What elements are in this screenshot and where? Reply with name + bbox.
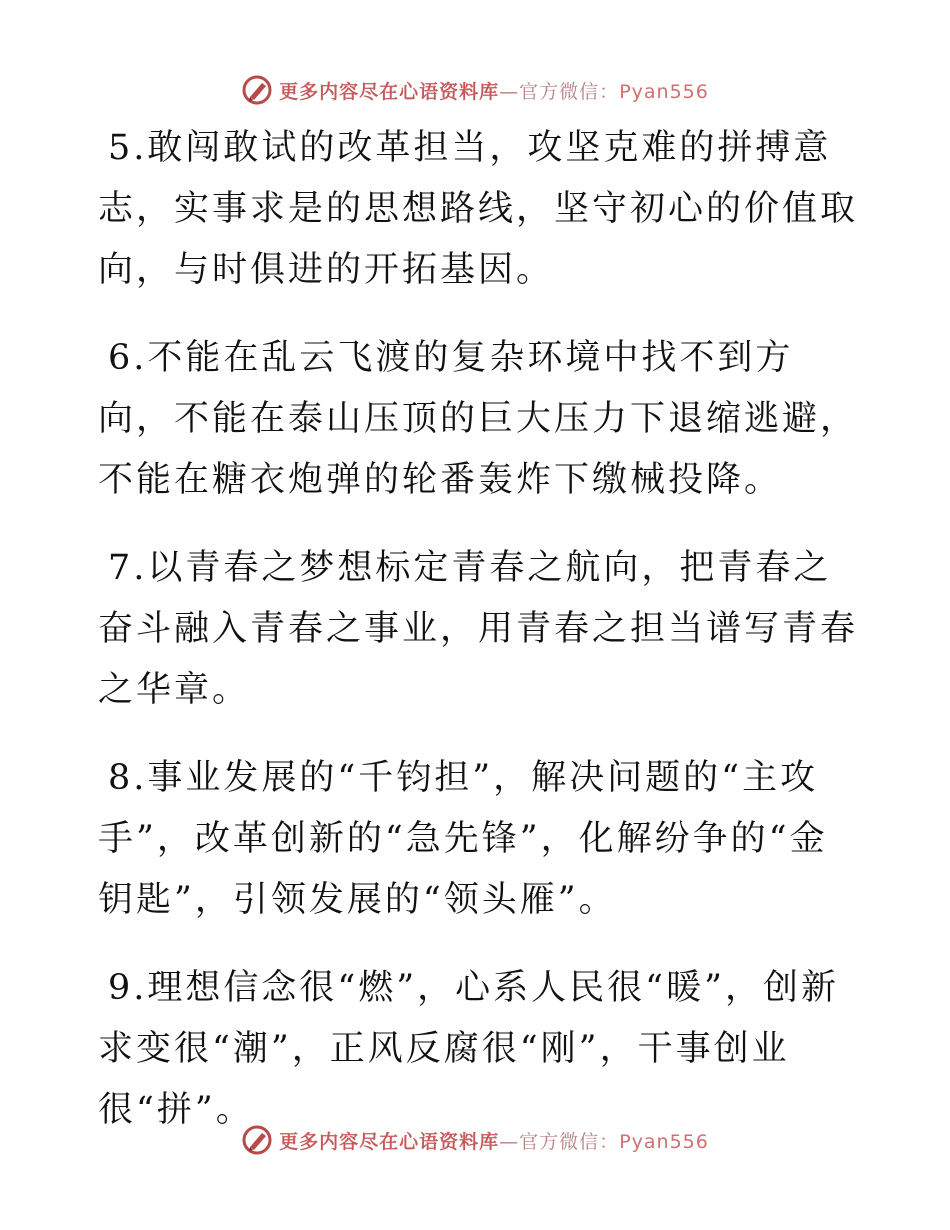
watermark-label: 官方微信： [519,1130,620,1153]
list-item-9: 9.理想信念很“燃”，心系人民很“暖”，创新求变很“潮”，正风反腐很“刚”，干事创业很“拼”。 [98,968,839,1130]
watermark-brand: 更多内容尽在心语资料库 [279,1130,500,1153]
footer-watermark [0,1120,950,1160]
watermark-text [279,77,709,104]
pen-logo-icon [241,1124,273,1156]
list-item-7: 7.以青春之梦想标定青春之航向，把青春之奋斗融入青春之事业，用青春之担当谱写青春之华章。 [98,548,859,710]
document-body [98,118,858,1168]
watermark-wechat-id: Pyan556 [619,80,709,103]
watermark-separator: — [499,80,520,103]
list-item-8: 8.事业发展的“千钧担”，解决问题的“主攻手”，改革创新的“急先锋”，化解纷争的“金钥匙”，引领发展的“领头雁”。 [98,758,828,920]
pen-logo-icon [241,74,273,106]
list-item-5: 5.敢闯敢试的改革担当，攻坚克难的拼搏意志，实事求是的思想路线，坚守初心的价值取向，与时俱进的开拓基因。 [98,128,859,290]
watermark-wechat-id: Pyan556 [619,1130,709,1153]
watermark-label: 官方微信： [519,80,620,103]
watermark-text [279,1127,709,1154]
watermark-brand: 更多内容尽在心语资料库 [279,80,500,103]
list-item-6: 6.不能在乱云飞渡的复杂环境中找不到方向，不能在泰山压顶的巨大压力下退缩逃避，不能在糖衣炮弹的轮番轰炸下缴械投降。 [98,338,859,500]
watermark-separator: — [499,1130,520,1153]
header-watermark [0,70,950,110]
